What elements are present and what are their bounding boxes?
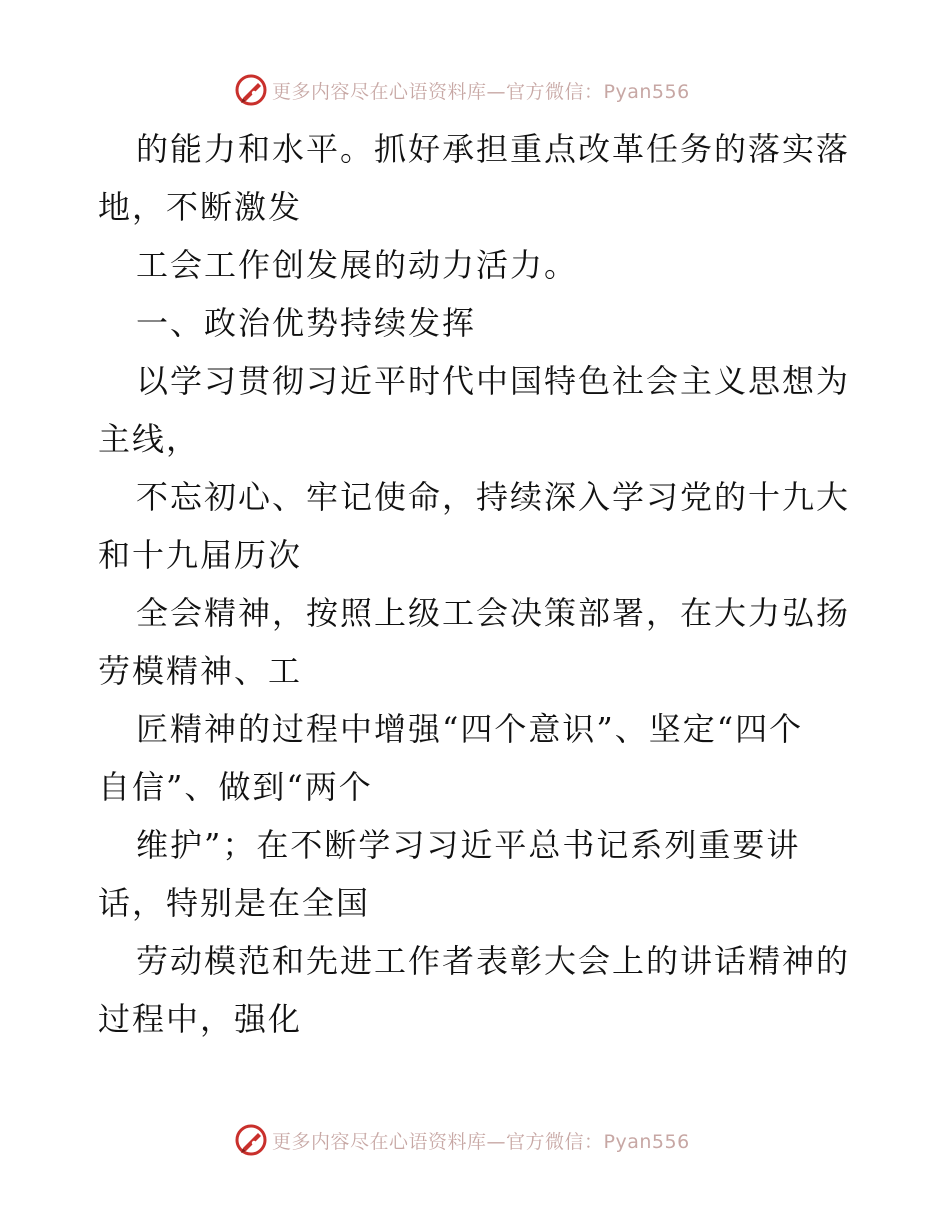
text-line-content: 和十九届历次: [98, 536, 303, 574]
text-line: [98, 816, 858, 874]
text-line-content: 不忘初心、牢记使命，持续深入学习党的十九大: [136, 478, 851, 516]
text-line-content: 工会工作创发展的动力活力。: [136, 246, 579, 284]
text-line: [98, 874, 858, 932]
text-line-content: 地，不断激发: [98, 188, 303, 226]
text-line: [98, 932, 858, 990]
text-line: [98, 468, 858, 526]
text-line-content: 维护”；在不断学习习近平总书记系列重要讲: [136, 826, 801, 864]
text-line: [98, 700, 858, 758]
text-line: [98, 584, 858, 642]
watermark-text: 更多内容尽在心语资料库—官方微信：Pyan556: [272, 1130, 690, 1153]
document-body: [98, 120, 858, 1048]
text-line-content: 的能力和水平。抓好承担重点改革任务的落实落: [136, 130, 851, 168]
text-line: [98, 294, 858, 352]
text-line: [98, 990, 858, 1048]
watermark-text: 更多内容尽在心语资料库—官方微信：Pyan556: [272, 80, 690, 103]
footer-watermark: [234, 1122, 754, 1158]
text-line-content: 全会精神，按照上级工会决策部署，在大力弘扬: [136, 594, 851, 632]
text-line: [98, 178, 858, 236]
text-line-content: 自信”、做到“两个: [98, 768, 373, 806]
text-line: [98, 642, 858, 700]
text-line-content: 匠精神的过程中增强“四个意识”、坚定“四个: [136, 710, 804, 748]
text-line: [98, 526, 858, 584]
text-line-content: 劳模精神、工: [98, 652, 303, 690]
text-line-content: 一、政治优势持续发挥: [136, 304, 477, 342]
header-watermark: [234, 72, 754, 108]
text-line: [98, 410, 858, 468]
text-line-content: 话，特别是在全国: [98, 884, 371, 922]
text-line: [98, 758, 858, 816]
pen-seal-icon: [234, 73, 268, 107]
text-line-content: 主线，: [98, 420, 201, 458]
pen-seal-icon: [234, 1123, 268, 1157]
text-line-content: 劳动模范和先进工作者表彰大会上的讲话精神的: [136, 942, 851, 980]
text-line: [98, 236, 858, 294]
text-line-content: 过程中，强化: [98, 1000, 303, 1038]
text-line: [98, 352, 858, 410]
text-line: [98, 120, 858, 178]
text-line-content: 以学习贯彻习近平时代中国特色社会主义思想为: [136, 362, 851, 400]
